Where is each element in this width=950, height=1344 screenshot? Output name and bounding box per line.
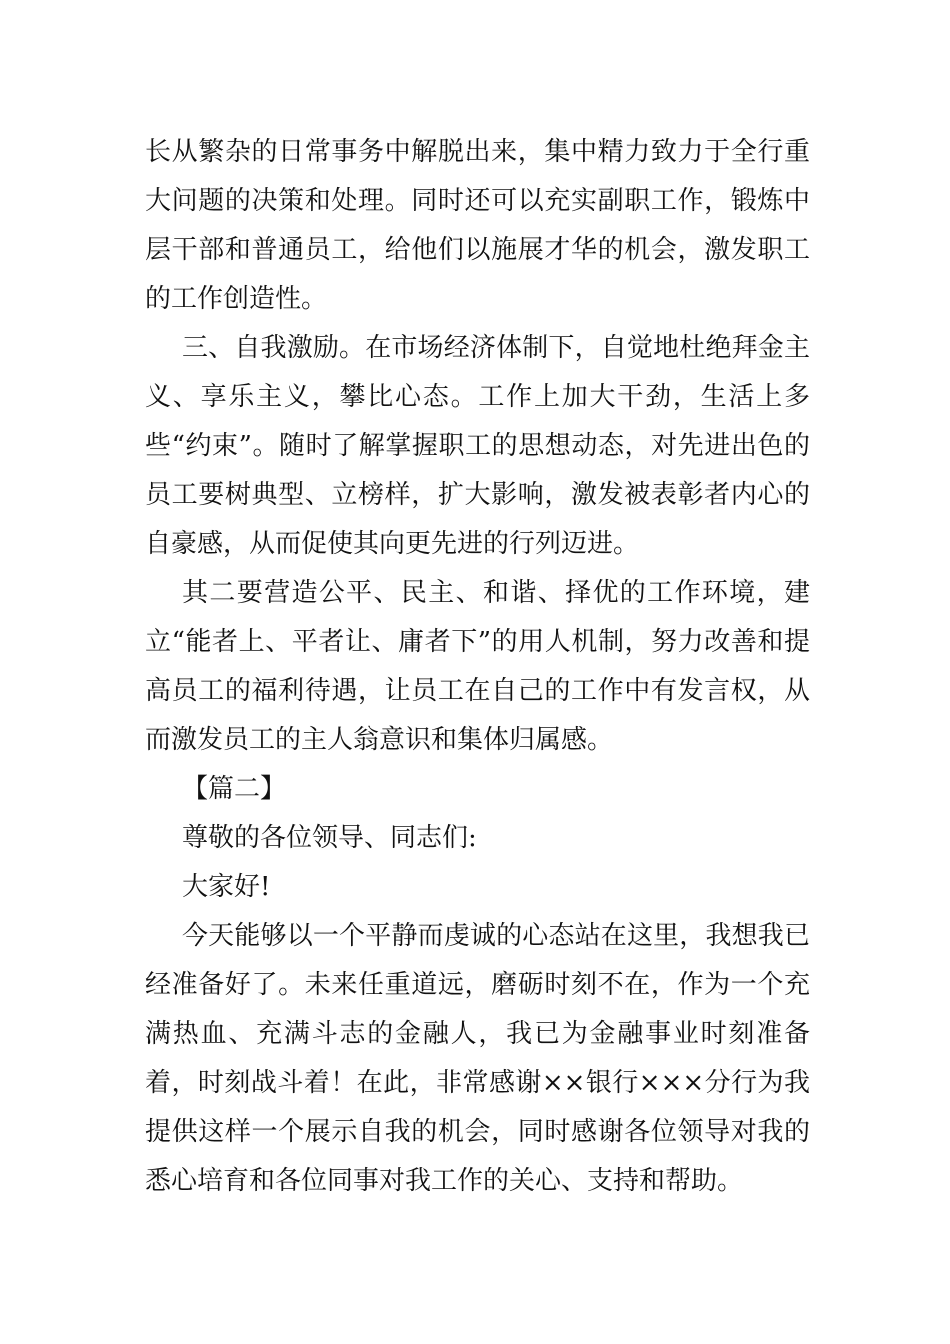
paragraph-speech-opening: 今天能够以一个平静而虔诚的心态站在这里，我想我已经准备好了。未来任重道远，磨砺时刻不在，作为一个充满热血、充满斗志的金融人，我已为金融事业时刻准备着，时刻战斗着！在此，非常感谢××银行×××分行为我提供这样一个展示自我的机会，同时感谢各位领导对我的悉心培育和各位同事对我工作的关心、支持和帮助。: [145, 921, 810, 1196]
paragraph-self-motivation: 三、自我激励。在市场经济体制下，自觉地杜绝拜金主义、享乐主义，攀比心态。工作上加大干劲，生活上多些“约束”。随时了解掌握职工的思想动态，对先进出色的员工要树典型、立榜样，扩大影响，激发被表彰者内心的自豪感，从而促使其向更先进的行列迈进。: [145, 333, 810, 559]
salutation: 尊敬的各位领导、同志们:: [182, 823, 477, 853]
document-body: [145, 128, 810, 1206]
paragraph-work-environment: 其二要营造公平、民主、和谐、择优的工作环境，建立“能者上、平者让、庸者下”的用人机制，努力改善和提高员工的福利待遇，让员工在自己的工作中有发言权，从而激发员工的主人翁意识和集体归属感。: [145, 578, 810, 755]
paragraph-continuation: 长从繁杂的日常事务中解脱出来，集中精力致力于全行重大问题的决策和处理。同时还可以充实副职工作，锻炼中层干部和普通员工，给他们以施展才华的机会，激发职工的工作创造性。: [145, 137, 810, 314]
greeting: 大家好!: [182, 872, 271, 902]
section-heading-part-two: 【篇二】: [182, 774, 287, 804]
